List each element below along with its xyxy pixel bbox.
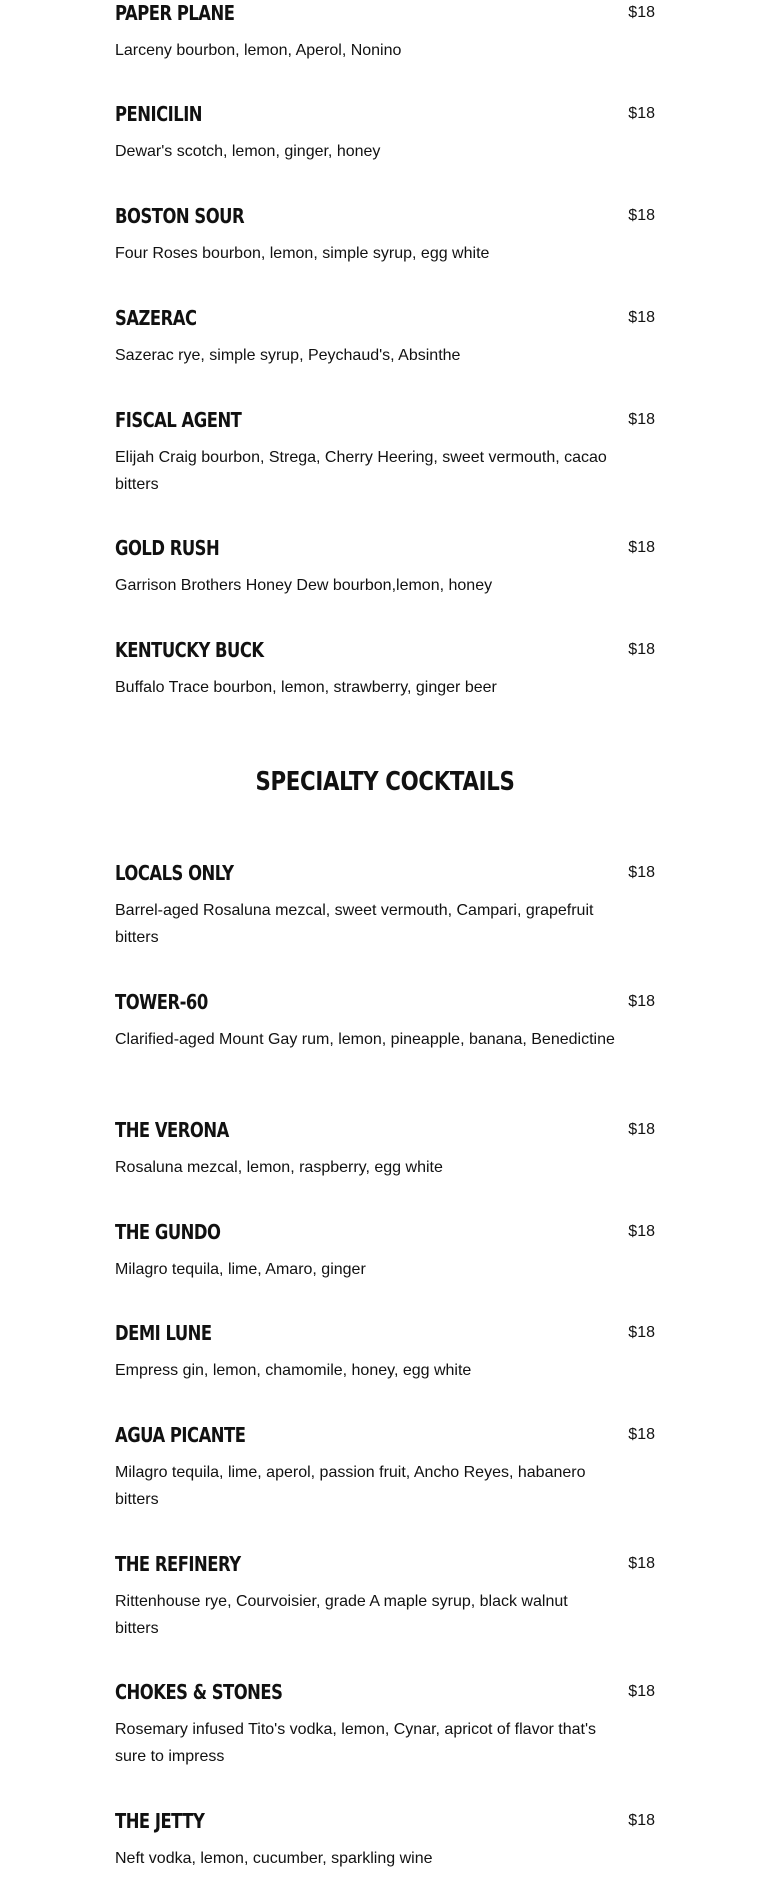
menu-item-header (115, 1551, 655, 1577)
menu-item-description: Empress gin, lemon, chamomile, honey, egg white (115, 1362, 472, 1379)
menu-item-description: Neft vodka, lemon, cucumber, sparkling wine (115, 1850, 433, 1867)
menu-item-name: PAPER PLANE (115, 1, 235, 25)
menu-item-header (115, 989, 655, 1015)
menu-item-price: $18 (628, 1426, 655, 1443)
menu-item-price: $18 (628, 641, 655, 658)
menu-item-header (115, 1117, 655, 1143)
menu-item-header (115, 637, 655, 663)
menu-item-description: Rittenhouse rye, Courvoisier, grade A maple syrup, black walnut bitters (115, 1593, 568, 1637)
menu-item-name: THE JETTY (115, 1809, 205, 1833)
menu-item-description: Milagro tequila, lime, aperol, passion fruit, Ancho Reyes, habanero bitters (115, 1464, 586, 1508)
menu-item (115, 407, 655, 498)
menu-item-header (115, 1320, 655, 1346)
menu-item-description: Milagro tequila, lime, Amaro, ginger (115, 1261, 366, 1278)
menu-item-name: KENTUCKY BUCK (115, 638, 264, 662)
menu-item-header (115, 1808, 655, 1834)
menu-item (115, 535, 655, 599)
section-title: SPECIALTY COCKTAILS (255, 767, 515, 797)
menu-item-header (115, 0, 655, 26)
menu-item-description: Larceny bourbon, lemon, Aperol, Nonino (115, 42, 402, 59)
menu-item-name: THE GUNDO (115, 1220, 221, 1244)
menu-item (115, 1320, 655, 1384)
menu-item-price: $18 (628, 1812, 655, 1829)
menu-item-description: Rosemary infused Tito's vodka, lemon, Cynar, apricot of flavor that's sure to impress (115, 1721, 596, 1765)
menu-item-description: Buffalo Trace bourbon, lemon, strawberry, ginger beer (115, 679, 497, 696)
menu-item-description: Garrison Brothers Honey Dew bourbon,lemon, honey (115, 577, 493, 594)
menu-item (115, 305, 655, 369)
menu-item-description: Dewar's scotch, lemon, ginger, honey (115, 143, 381, 160)
menu-item-price: $18 (628, 4, 655, 21)
menu-item-header (115, 535, 655, 561)
menu-item-name: THE REFINERY (115, 1552, 241, 1576)
menu-item-header (115, 203, 655, 229)
menu-item-name: FISCAL AGENT (115, 408, 242, 432)
menu-item-header (115, 1679, 655, 1705)
menu-item-name: SAZERAC (115, 306, 197, 330)
menu-item-name: AGUA PICANTE (115, 1423, 246, 1447)
menu-item-description: Elijah Craig bourbon, Strega, Cherry Heering, sweet vermouth, cacao bitters (115, 449, 607, 493)
menu-item (115, 1808, 655, 1872)
menu-item-price: $18 (628, 1223, 655, 1240)
menu-item (115, 0, 655, 64)
menu-item-price: $18 (628, 105, 655, 122)
menu-item-header (115, 860, 655, 886)
menu-item-price: $18 (628, 993, 655, 1010)
menu-item-name: CHOKES & STONES (115, 1680, 283, 1704)
menu-item-price: $18 (628, 864, 655, 881)
menu-item (115, 860, 655, 951)
menu-item-price: $18 (628, 1683, 655, 1700)
menu-item-price: $18 (628, 539, 655, 556)
menu-item-header (115, 305, 655, 331)
menu-item-header (115, 1219, 655, 1245)
menu-item-name: TOWER-60 (115, 990, 208, 1014)
menu-item-name: LOCALS ONLY (115, 861, 234, 885)
menu-item-price: $18 (628, 309, 655, 326)
menu-item-description: Sazerac rye, simple syrup, Peychaud's, Absinthe (115, 347, 461, 364)
menu-item-name: GOLD RUSH (115, 536, 220, 560)
menu-item (115, 1117, 655, 1181)
menu-item (115, 1422, 655, 1513)
menu-item (115, 101, 655, 165)
menu-item-name: BOSTON SOUR (115, 204, 245, 228)
menu-item-price: $18 (628, 411, 655, 428)
menu-item-description: Clarified-aged Mount Gay rum, lemon, pineapple, banana, Benedictine (115, 1031, 615, 1048)
menu-item-name: THE VERONA (115, 1118, 229, 1142)
menu-item (115, 989, 655, 1053)
menu-item (115, 637, 655, 701)
menu-item-name: DEMI LUNE (115, 1321, 212, 1345)
menu-item-description: Barrel-aged Rosaluna mezcal, sweet vermouth, Campari, grapefruit bitters (115, 902, 594, 946)
menu-item (115, 1679, 655, 1770)
menu-item (115, 203, 655, 267)
menu-item-price: $18 (628, 1121, 655, 1138)
menu-item-price: $18 (628, 207, 655, 224)
menu-item (115, 1219, 655, 1283)
menu-item-name: PENICILIN (115, 102, 203, 126)
menu-item-price: $18 (628, 1555, 655, 1572)
menu-item (115, 1551, 655, 1642)
menu-item-price: $18 (628, 1324, 655, 1341)
menu-item-header (115, 101, 655, 127)
menu-item-description: Four Roses bourbon, lemon, simple syrup, egg white (115, 245, 490, 262)
menu-item-header (115, 407, 655, 433)
menu-item-header (115, 1422, 655, 1448)
menu-item-description: Rosaluna mezcal, lemon, raspberry, egg white (115, 1159, 443, 1176)
